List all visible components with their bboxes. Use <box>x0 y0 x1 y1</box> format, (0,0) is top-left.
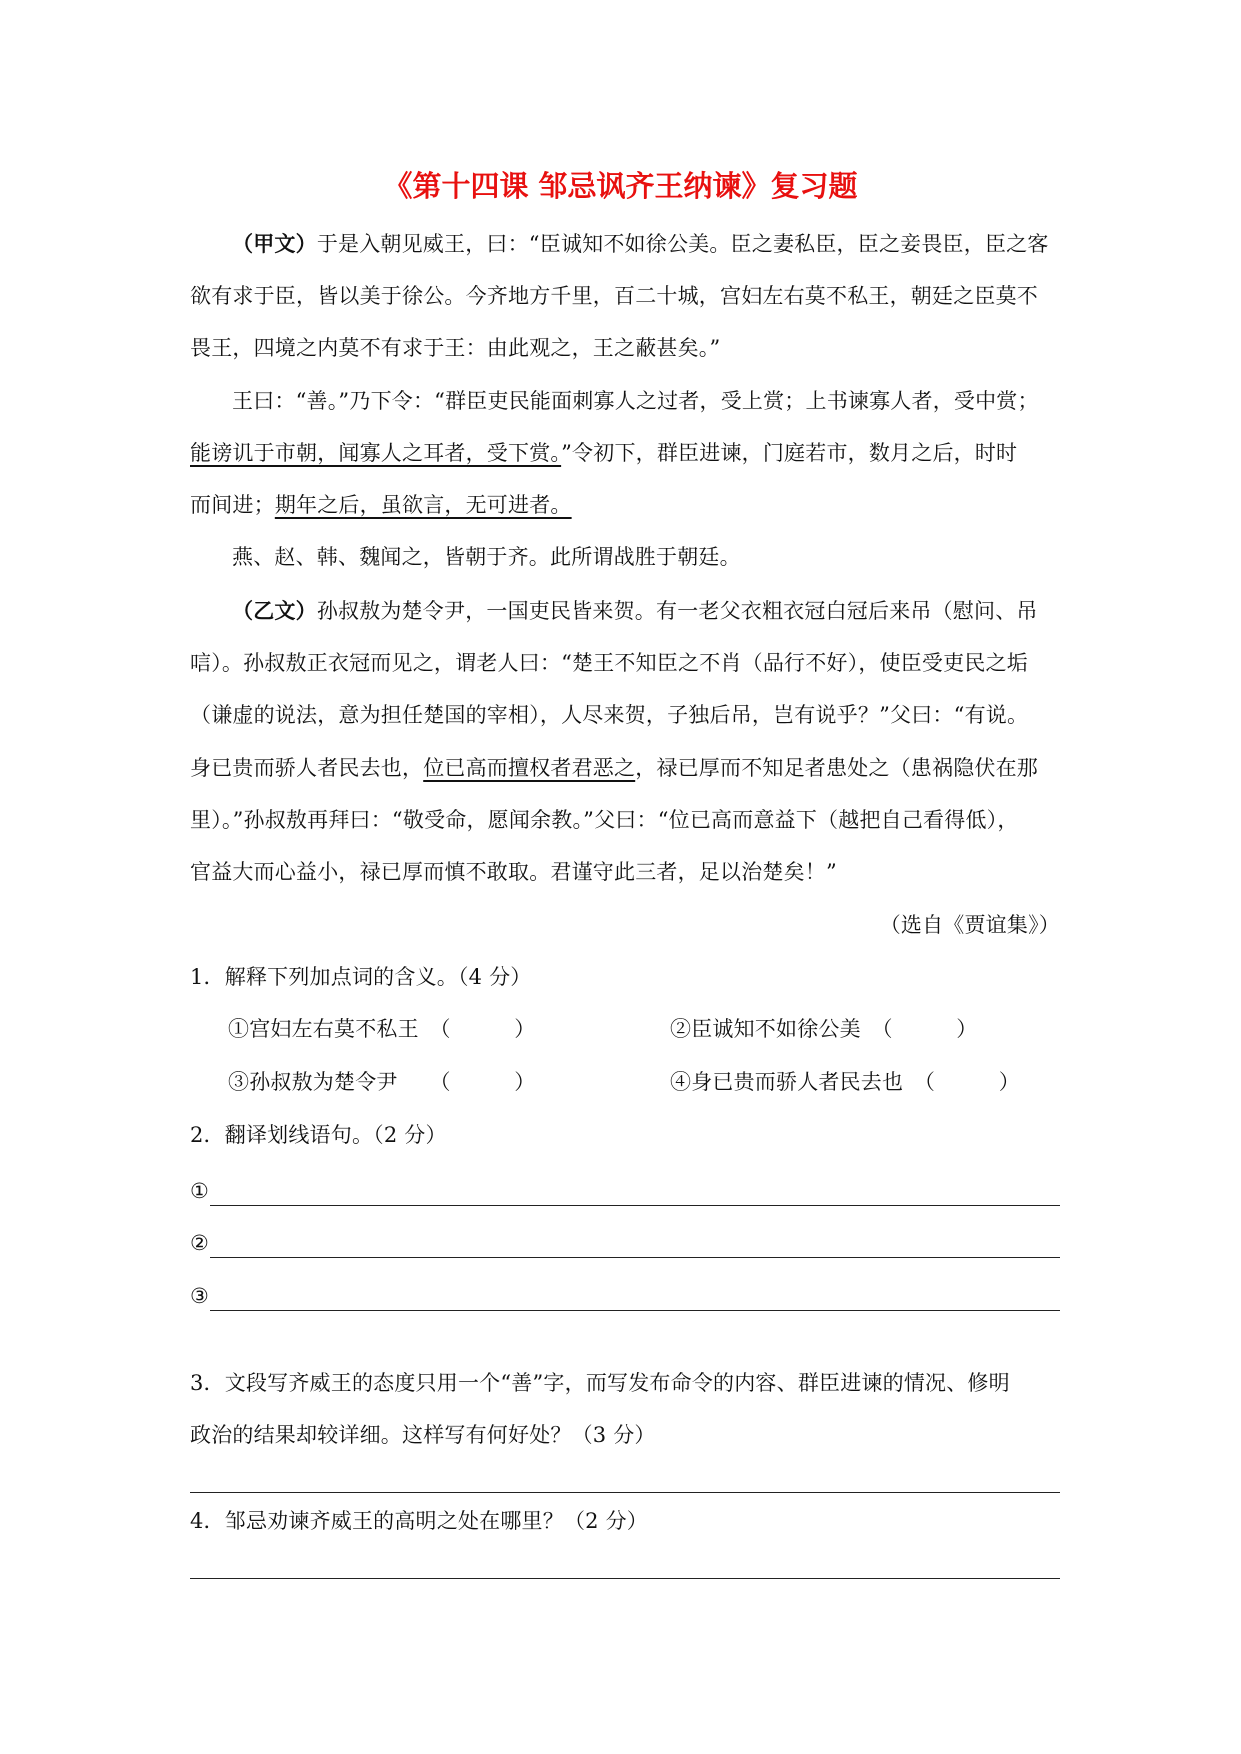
answer-number-3: ③ <box>190 1284 209 1308</box>
answer-number-1: ① <box>190 1179 209 1203</box>
answer-line-3[interactable] <box>190 1281 1060 1311</box>
q1-item-3: ③孙叔敖为楚令尹 （ ） <box>228 1070 536 1094</box>
question-1: 1．解释下列加点词的含义。（4 分） <box>190 965 532 989</box>
answer-rule-3 <box>210 1310 1060 1311</box>
jia-p2-line-1: 王曰：“善。”乃下令：“群臣吏民能面刺寡人之过者，受上赏；上书谏寡人者，受中赏； <box>232 389 1039 413</box>
question-3-line-2: 政治的结果却较详细。这样写有何好处？（3 分） <box>190 1423 656 1447</box>
source-citation: （选自《贾谊集》） <box>879 913 1060 937</box>
question-2: 2．翻译划线语句。（2 分） <box>190 1123 447 1147</box>
jia-line-1 <box>190 229 1102 259</box>
q1-row-2 <box>190 1067 1098 1097</box>
jia-p2-line-3-a: 而间进； <box>190 493 275 517</box>
yi-line-3: （谦虚的说法，意为担任楚国的宰相），人尽来贺，子独后吊，岂有说乎？”父曰：“有说。 <box>190 703 1029 727</box>
page-title: 《第十四课 邹忌讽齐王纳谏》复习题 <box>383 169 858 203</box>
answer-rule-1 <box>210 1205 1060 1206</box>
underlined-sentence-3: 位已高而擅权者君恶之 <box>423 756 636 780</box>
yi-label: （乙文） <box>232 599 317 623</box>
jia-line-3: 畏王，四境之内莫不有求于王：由此观之，王之蔽甚矣。” <box>190 336 721 360</box>
yi-line-4 <box>190 753 1060 783</box>
q1-item-2: ②臣诚知不如徐公美 （ ） <box>670 1017 978 1041</box>
answer-line-1[interactable] <box>190 1176 1060 1206</box>
yi-line-4-b: ，禄已厚而不知足者患处之（患祸隐伏在那 <box>635 756 1039 780</box>
question-4: 4．邹忌劝谏齐威王的高明之处在哪里？（2 分） <box>190 1509 648 1533</box>
jia-p2-line-3 <box>190 490 1060 520</box>
q1-row-1 <box>190 1014 1098 1044</box>
answer-line-2[interactable] <box>190 1228 1060 1258</box>
answer-line-q4[interactable] <box>190 1578 1060 1579</box>
yi-line-2: 唁）。孙叔敖正衣冠而见之，谓老人曰：“楚王不知臣之不肖（品行不好），使臣受吏民之垢 <box>190 651 1028 675</box>
underlined-sentence-2: 期年之后，虽欲言，无可进者。 <box>274 493 572 517</box>
question-3-line-1: 3．文段写齐威王的态度只用一个“善”字，而写发布命令的内容、群臣进谏的情况、修明 <box>190 1371 1010 1395</box>
jia-p2-line-2 <box>190 438 1060 468</box>
jia-label: （甲文） <box>232 232 317 256</box>
answer-rule-2 <box>210 1257 1060 1258</box>
yi-line-4-a: 身已贵而骄人者民去也， <box>190 756 424 780</box>
jia-p2-line-2-rest: ”令初下，群臣进谏，门庭若市，数月之后，时时 <box>561 441 1018 465</box>
answer-line-q3[interactable] <box>190 1492 1060 1493</box>
underlined-sentence-1: 能谤讥于市朝，闻寡人之耳者，受下赏。 <box>190 441 562 465</box>
answer-number-2: ② <box>190 1231 209 1255</box>
yi-line-6: 官益大而心益小，禄已厚而慎不敢取。君谨守此三者，足以治楚矣！” <box>190 860 837 884</box>
jia-p3: 燕、赵、韩、魏闻之，皆朝于齐。此所谓战胜于朝廷。 <box>232 545 741 569</box>
jia-text-1: 于是入朝见威王，曰：“臣诚知不如徐公美。臣之妻私臣，臣之妾畏臣，臣之客 <box>316 232 1049 256</box>
q1-item-4: ④身已贵而骄人者民去也 （ ） <box>670 1070 1020 1094</box>
yi-line-1 <box>190 596 1102 626</box>
yi-text-1: 孙叔敖为楚令尹，一国吏民皆来贺。有一老父衣粗衣冠白冠后来吊（慰问、吊 <box>316 599 1038 623</box>
yi-line-5: 里）。”孙叔敖再拜曰：“敬受命，愿闻余教。”父曰：“位已高而意益下（越把自己看得低）， <box>190 808 1019 832</box>
jia-line-2: 欲有求于臣，皆以美于徐公。今齐地方千里，百二十城，宫妇左右莫不私王，朝廷之臣莫不 <box>190 284 1038 308</box>
q1-item-1: ①宫妇左右莫不私王 （ ） <box>228 1017 536 1041</box>
